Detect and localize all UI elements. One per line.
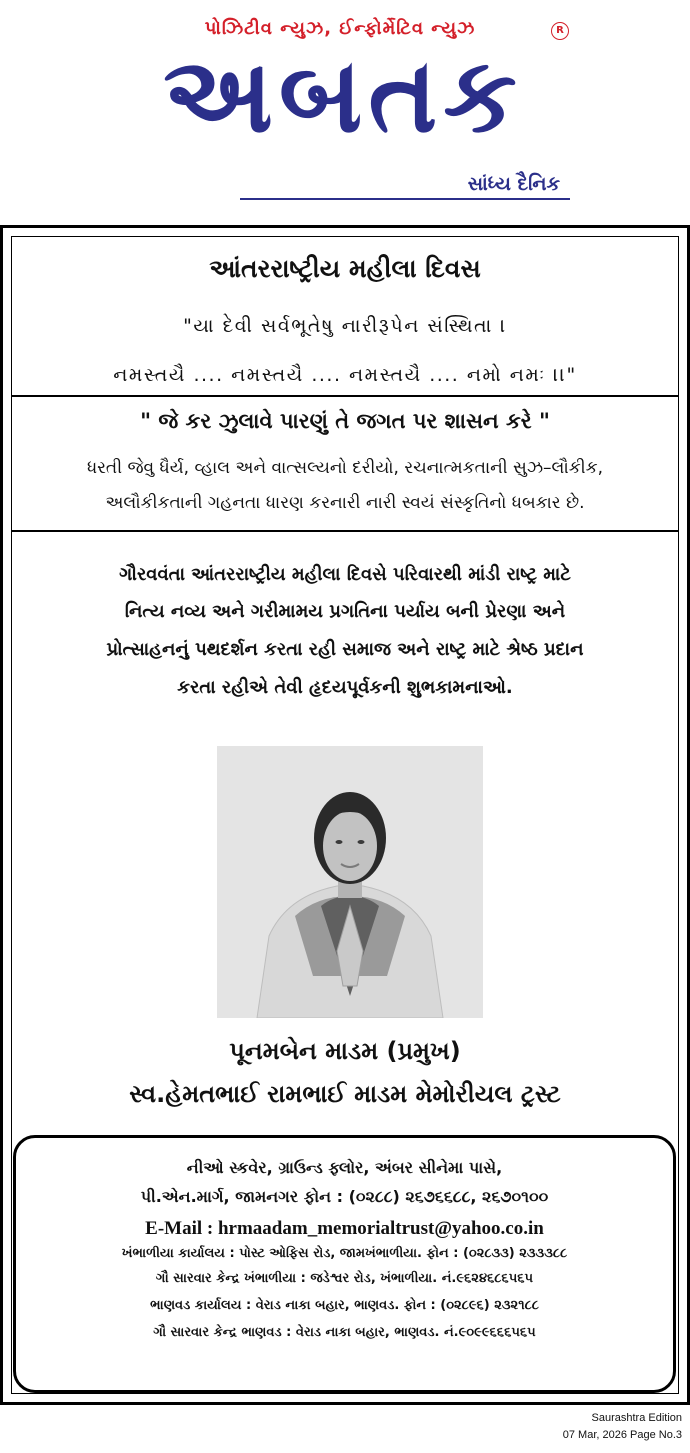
address-line-khambhaliya-centre: ગૌ સારવાર કેન્દ્ર ખંભાળીયા : જડેશ્વર રોડ, ખંભાળીયા. નં.૯૬૨૪૬૮૬૫૬૫ xyxy=(155,1271,534,1286)
trust-name: સ્વ.હેમતભાઈ રામભાઈ માડમ મેમોરીયલ ટ્રસ્ટ xyxy=(129,1080,561,1108)
address-line-khambhaliya-office: ખંભાળીયા કાર્યાલય : પોસ્ટ ઓફિસ રોડ, જામખંભાળીયા. ફોન : (૦૨૮૩૩) ૨૩૩૩૮૮ xyxy=(121,1246,568,1261)
person-name: પૂનમબેન માડમ (પ્રમુખ) xyxy=(229,1037,461,1065)
edition-type: સાંધ્ય દૈનિક xyxy=(467,173,560,195)
email-address[interactable]: E-Mail : hrmaadam_memorialtrust@yahoo.co.in xyxy=(145,1218,544,1239)
ad-heading: આંતરરાષ્ટ્રીય મહીલા દિવસ xyxy=(209,254,481,283)
registered-trademark-icon: R xyxy=(551,22,569,40)
edition-label: Saurashtra Edition xyxy=(591,1412,682,1424)
description-line-1: ધરતી જેવુ ધૈર્ય, વ્હાલ અને વાત્સલ્યનો દરીયો, રચનાત્મકતાની સુઝ–લૌકીક, xyxy=(86,458,604,478)
wish-line-2: નિત્ય નવ્ય અને ગરીમામય પ્રગતિના પર્યાય બની પ્રેરણા અને xyxy=(124,601,566,622)
address-line-1: નીઓ સ્કવેર, ગ્રાઉન્ડ ફ્લોર, અંબર સીનેમા પાસે, xyxy=(186,1158,503,1177)
shloka-line-2: નમસ્તયૈ .... નમસ્તયૈ .... નમસ્તયૈ .... નમો નમઃ ।।" xyxy=(113,364,577,386)
portrait-illustration xyxy=(217,746,483,1018)
date-page-label: 07 Mar, 2026 Page No.3 xyxy=(562,1429,682,1441)
contact-address-box xyxy=(13,1135,676,1393)
masthead-tagline: પોઝિટીવ ન્યુઝ, ઈન્ફોર્મેટિવ ન્યુઝ xyxy=(204,18,476,39)
masthead-divider xyxy=(240,198,570,200)
shloka-line-1: "યા દેવી સર્વભૂતેષુ નારીરૂપેન સંસ્થિતા । xyxy=(183,315,507,337)
address-line-bhanvad-centre: ગૌ સારવાર કેન્દ્ર ભાણવડ : વેરાડ નાકા બહાર, ભાણવડ. નં.૯૦૯૯૬૬૬૫૬૫ xyxy=(153,1325,536,1340)
description-line-2: અલૌકીકતાની ગહનતા ધારણ કરનારી નારી સ્વયં સંસ્કૃતિનો ધબકાર છે. xyxy=(105,493,585,513)
portrait-photo xyxy=(217,746,483,1018)
womens-day-advertisement xyxy=(0,225,690,1405)
ad-quote: " જે કર ઝુલાવે પારણું તે જગત પર શાસન કરે " xyxy=(140,409,550,433)
page-footer xyxy=(563,1410,682,1444)
section-divider xyxy=(12,395,678,397)
wish-line-4: કરતા રહીએ તેવી હૃદયપૂર્વકની શુભકામનાઓ. xyxy=(177,677,513,698)
wish-line-3: પ્રોત્સાહનનું પથદર્શન કરતા રહી સમાજ અને રાષ્ટ્ર માટે શ્રેષ્ઠ પ્રદાન xyxy=(106,639,584,660)
masthead xyxy=(0,0,690,215)
address-line-2: પી.એન.માર્ગ, જામનગર ફોન : (૦૨૮૮) ૨૬૭૬૬૮૮, ૨૬૭૦૧૦૦ xyxy=(140,1187,549,1206)
address-line-bhanvad-office: ભાણવડ કાર્યાલય : વેરાડ નાકા બહાર, ભાણવડ. ફોન : (૦૨૮૯૬) ૨૩૨૧૮૮ xyxy=(150,1298,539,1313)
advertisement-inner-frame xyxy=(11,236,679,1394)
wish-line-1: ગૌરવવંતા આંતરરાષ્ટ્રીય મહીલા દિવસે પરિવારથી માંડી રાષ્ટ્ર માટે xyxy=(119,564,571,585)
section-divider xyxy=(12,530,678,532)
newspaper-logo[interactable]: અબતક xyxy=(163,34,523,156)
